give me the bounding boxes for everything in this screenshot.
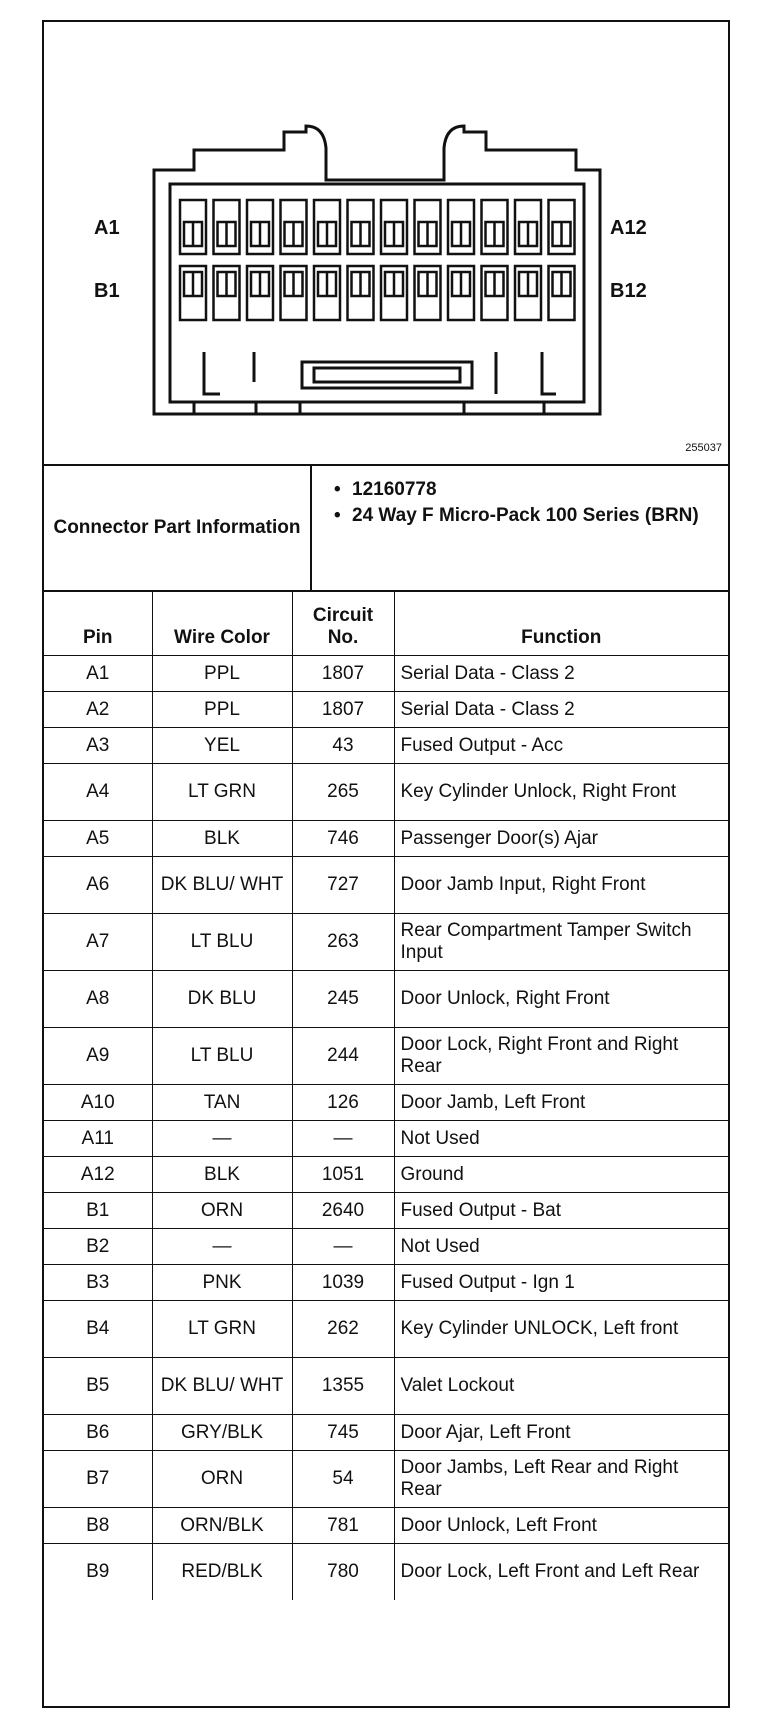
- function-cell: Key Cylinder Unlock, Right Front: [394, 764, 728, 821]
- function-cell: Door Lock, Left Front and Left Rear: [394, 1544, 728, 1601]
- circuit-cell: 244: [292, 1028, 394, 1085]
- connector-figure: [44, 22, 728, 466]
- function-cell: Not Used: [394, 1121, 728, 1157]
- function-cell: Valet Lockout: [394, 1358, 728, 1415]
- function-cell: Door Jamb, Left Front: [394, 1085, 728, 1121]
- circuit-cell: 781: [292, 1508, 394, 1544]
- table-row: [44, 1265, 728, 1301]
- pin-cell: B1: [44, 1193, 152, 1229]
- function-cell: Fused Output - Acc: [394, 728, 728, 764]
- circuit-cell: 262: [292, 1301, 394, 1358]
- pin-cell: B2: [44, 1229, 152, 1265]
- wire-color-cell: LT BLU: [152, 914, 292, 971]
- pin-cell: A6: [44, 857, 152, 914]
- function-cell: Passenger Door(s) Ajar: [394, 821, 728, 857]
- circuit-cell: 1807: [292, 692, 394, 728]
- description-item: [334, 504, 724, 528]
- table-row: [44, 1193, 728, 1229]
- table-row: [44, 1508, 728, 1544]
- wire-color-cell: PPL: [152, 656, 292, 692]
- pin-cell: A3: [44, 728, 152, 764]
- circuit-cell: 2640: [292, 1193, 394, 1229]
- connector-info-label: Connector Part Information: [44, 464, 312, 590]
- wire-color-cell: ORN: [152, 1193, 292, 1229]
- function-cell: Fused Output - Ign 1: [394, 1265, 728, 1301]
- part-number-item: [334, 478, 724, 502]
- pin-cell: B7: [44, 1451, 152, 1508]
- table-row: [44, 1415, 728, 1451]
- pin-cell: A8: [44, 971, 152, 1028]
- part-number: 12160778: [352, 479, 437, 500]
- circuit-cell: 43: [292, 728, 394, 764]
- wire-color-cell: GRY/BLK: [152, 1415, 292, 1451]
- wire-color-cell: DK BLU: [152, 971, 292, 1028]
- pin-cell: A1: [44, 656, 152, 692]
- circuit-cell: 126: [292, 1085, 394, 1121]
- figure-id: 255037: [685, 442, 722, 454]
- circuit-cell: 263: [292, 914, 394, 971]
- table-row: [44, 821, 728, 857]
- function-cell: Door Unlock, Left Front: [394, 1508, 728, 1544]
- table-row: [44, 728, 728, 764]
- circuit-cell: 745: [292, 1415, 394, 1451]
- wire-color-cell: ORN: [152, 1451, 292, 1508]
- wire-color-cell: RED/BLK: [152, 1544, 292, 1601]
- circuit-cell: —: [292, 1229, 394, 1265]
- function-cell: Door Lock, Right Front and Right Rear: [394, 1028, 728, 1085]
- connector-info: [44, 464, 728, 592]
- table-row: [44, 1358, 728, 1415]
- header-pin: Pin: [44, 590, 152, 656]
- function-cell: Fused Output - Bat: [394, 1193, 728, 1229]
- connector-drawing: [44, 22, 728, 464]
- table-row: [44, 1301, 728, 1358]
- header-wire-color: Wire Color: [152, 590, 292, 656]
- bullet-icon: •: [334, 479, 341, 500]
- function-cell: Door Jamb Input, Right Front: [394, 857, 728, 914]
- table-row: [44, 1028, 728, 1085]
- connector-description: 24 Way F Micro-Pack 100 Series (BRN): [352, 505, 699, 526]
- header-circuit-no: Circuit No.: [292, 590, 394, 656]
- wire-color-cell: LT GRN: [152, 764, 292, 821]
- pin-cell: A2: [44, 692, 152, 728]
- circuit-cell: 1355: [292, 1358, 394, 1415]
- pin-cell: B4: [44, 1301, 152, 1358]
- function-cell: Door Unlock, Right Front: [394, 971, 728, 1028]
- wire-color-cell: —: [152, 1121, 292, 1157]
- function-cell: Rear Compartment Tamper Switch Input: [394, 914, 728, 971]
- circuit-cell: 265: [292, 764, 394, 821]
- wire-color-cell: TAN: [152, 1085, 292, 1121]
- wire-color-cell: —: [152, 1229, 292, 1265]
- table-row: [44, 1121, 728, 1157]
- table-row: [44, 1544, 728, 1601]
- function-cell: Door Ajar, Left Front: [394, 1415, 728, 1451]
- function-cell: Not Used: [394, 1229, 728, 1265]
- table-row: [44, 914, 728, 971]
- circuit-cell: 727: [292, 857, 394, 914]
- wire-color-cell: PPL: [152, 692, 292, 728]
- pin-cell: A4: [44, 764, 152, 821]
- pin-cell: A12: [44, 1157, 152, 1193]
- pin-cell: B6: [44, 1415, 152, 1451]
- pin-cell: B9: [44, 1544, 152, 1601]
- table-row: [44, 1157, 728, 1193]
- function-cell: Ground: [394, 1157, 728, 1193]
- wire-color-cell: LT BLU: [152, 1028, 292, 1085]
- table-row: [44, 1451, 728, 1508]
- wire-color-cell: BLK: [152, 821, 292, 857]
- connector-info-values: [334, 478, 724, 530]
- wire-color-cell: LT GRN: [152, 1301, 292, 1358]
- table-row: [44, 692, 728, 728]
- pin-cell: A7: [44, 914, 152, 971]
- circuit-cell: 746: [292, 821, 394, 857]
- pin-cell: B8: [44, 1508, 152, 1544]
- wire-color-cell: BLK: [152, 1157, 292, 1193]
- circuit-cell: —: [292, 1121, 394, 1157]
- pin-cell: A10: [44, 1085, 152, 1121]
- table-row: [44, 764, 728, 821]
- pin-cell: A11: [44, 1121, 152, 1157]
- table-row: [44, 656, 728, 692]
- circuit-cell: 1807: [292, 656, 394, 692]
- row-b-right-label: B12: [610, 280, 647, 302]
- circuit-cell: 54: [292, 1451, 394, 1508]
- table-row: [44, 971, 728, 1028]
- circuit-cell: 780: [292, 1544, 394, 1601]
- pin-cell: A9: [44, 1028, 152, 1085]
- row-a-right-label: A12: [610, 217, 647, 239]
- wire-color-cell: PNK: [152, 1265, 292, 1301]
- wire-color-cell: DK BLU/ WHT: [152, 1358, 292, 1415]
- table-row: [44, 1229, 728, 1265]
- table-row: [44, 1085, 728, 1121]
- wire-color-cell: ORN/BLK: [152, 1508, 292, 1544]
- table-row: [44, 857, 728, 914]
- function-cell: Serial Data - Class 2: [394, 692, 728, 728]
- function-cell: Key Cylinder UNLOCK, Left front: [394, 1301, 728, 1358]
- function-cell: Door Jambs, Left Rear and Right Rear: [394, 1451, 728, 1508]
- pin-cell: B3: [44, 1265, 152, 1301]
- pin-cell: B5: [44, 1358, 152, 1415]
- pinout-table: [44, 590, 728, 1600]
- circuit-cell: 1051: [292, 1157, 394, 1193]
- circuit-cell: 245: [292, 971, 394, 1028]
- row-b-left-label: B1: [94, 280, 120, 302]
- wire-color-cell: DK BLU/ WHT: [152, 857, 292, 914]
- row-a-left-label: A1: [94, 217, 120, 239]
- pinout-document: [42, 20, 730, 1708]
- pin-cell: A5: [44, 821, 152, 857]
- bullet-icon: •: [334, 505, 341, 526]
- header-function: Function: [394, 590, 728, 656]
- circuit-cell: 1039: [292, 1265, 394, 1301]
- function-cell: Serial Data - Class 2: [394, 656, 728, 692]
- wire-color-cell: YEL: [152, 728, 292, 764]
